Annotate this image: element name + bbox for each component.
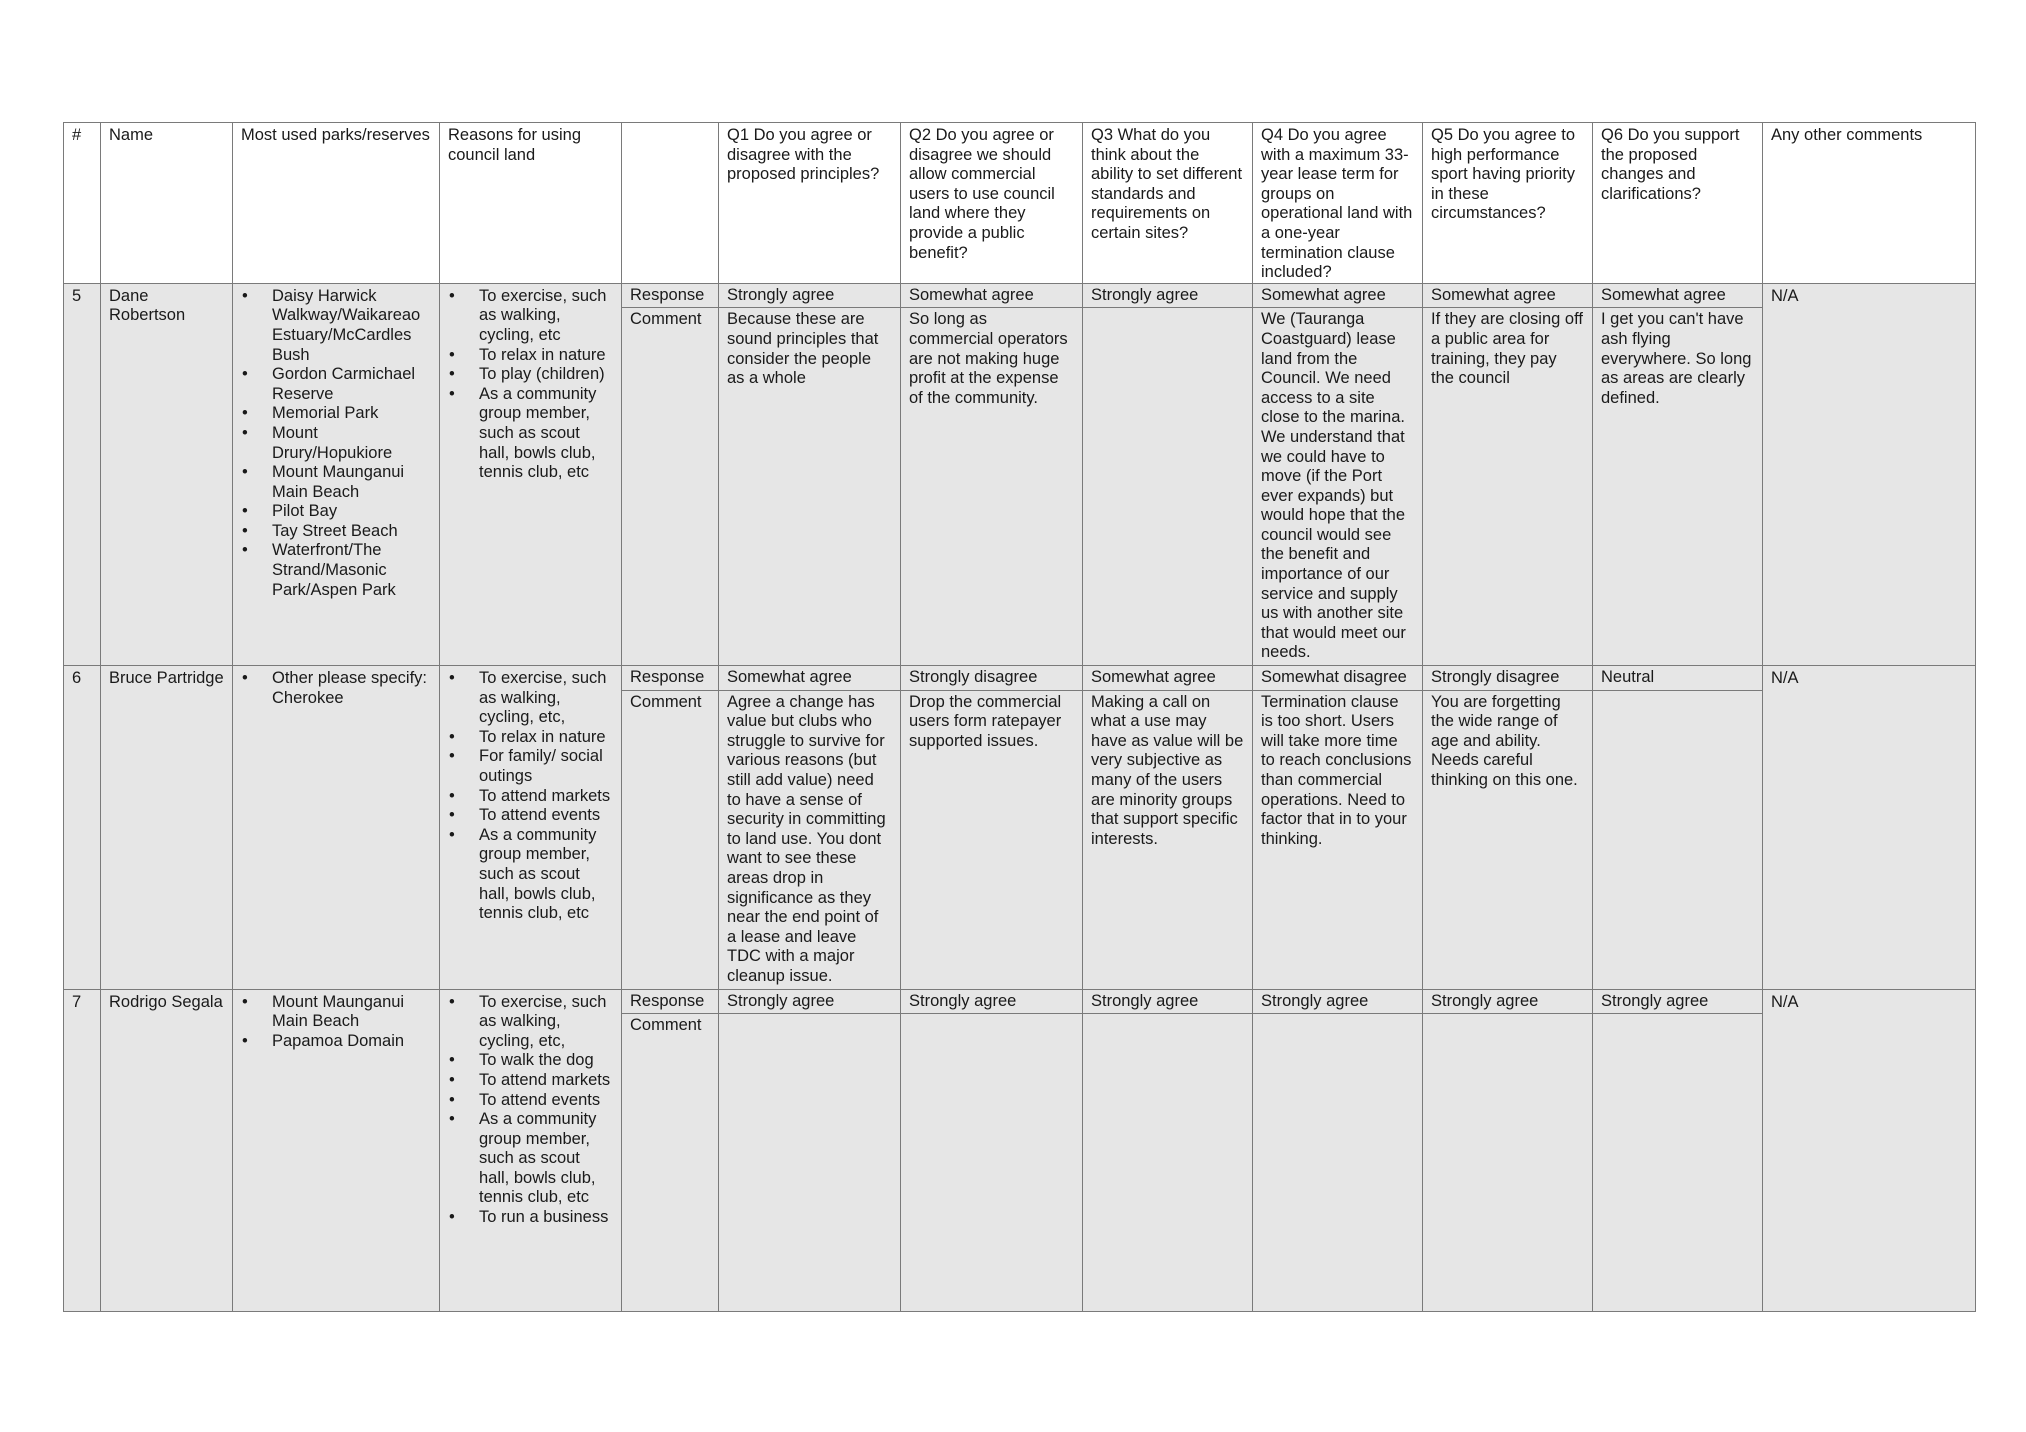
- header-q5: Q5 Do you agree to high performance sport having priority in these circumstances?: [1423, 123, 1593, 284]
- header-q4: Q4 Do you agree with a maximum 33-year lease term for groups on operational land with a one-year termination clause included?: [1253, 123, 1423, 284]
- list-item: • Daisy Harwick Walkway/Waikareao Estuary/McCardles Bush: [272, 287, 431, 365]
- q5-comment: If they are closing off a public area for training, they pay the council: [1423, 308, 1593, 666]
- list-item: • Mount Drury/Hopukiore: [272, 424, 431, 463]
- reasons-list: [448, 993, 613, 1228]
- q5-response: Strongly agree: [1423, 989, 1593, 1014]
- reasons-list: [448, 669, 613, 924]
- list-item: • Mount Maunganui Main Beach: [272, 993, 431, 1032]
- list-item: • To exercise, such as walking, cycling, etc,: [479, 993, 613, 1052]
- list-item: • To walk the dog: [479, 1051, 613, 1071]
- list-item: • To play (children): [479, 365, 613, 385]
- header-other-comments: Any other comments: [1763, 123, 1976, 284]
- table-header-row: [64, 123, 1976, 284]
- comment-label: Comment: [622, 690, 719, 989]
- header-reasons: Reasons for using council land: [440, 123, 622, 284]
- comment-label: Comment: [622, 1014, 719, 1312]
- q4-response: Strongly agree: [1253, 989, 1423, 1014]
- header-number: #: [64, 123, 101, 284]
- parks-list: [241, 669, 431, 708]
- q3-comment: [1083, 1014, 1253, 1312]
- list-item: • Waterfront/The Strand/Masonic Park/Aspen Park: [272, 541, 431, 600]
- q1-response: Strongly agree: [719, 989, 901, 1014]
- submission-row-response: [64, 666, 1976, 691]
- q5-response: Strongly disagree: [1423, 666, 1593, 691]
- q2-comment: [901, 1014, 1083, 1312]
- q5-comment: [1423, 1014, 1593, 1312]
- reasons-cell: [440, 666, 622, 990]
- q5-comment: You are forgetting the wide range of age and ability. Needs careful thinking on this one.: [1423, 690, 1593, 989]
- submission-number: 5: [64, 283, 101, 665]
- q2-response: Strongly agree: [901, 989, 1083, 1014]
- header-q2: Q2 Do you agree or disagree we should allow commercial users to use council land where they provide a public benefit?: [901, 123, 1083, 284]
- list-item: • As a community group member, such as scout hall, bowls club, tennis club, etc: [479, 826, 613, 924]
- list-item: • Pilot Bay: [272, 502, 431, 522]
- submission-number: 7: [64, 989, 101, 1312]
- list-item: • Memorial Park: [272, 404, 431, 424]
- list-item: • To relax in nature: [479, 346, 613, 366]
- q4-comment: Termination clause is too short. Users will take more time to reach conclusions than commercial operations. Need to factor that in to your thinking.: [1253, 690, 1423, 989]
- list-item: • To relax in nature: [479, 728, 613, 748]
- q6-response: Neutral: [1593, 666, 1763, 691]
- list-item: • Other please specify: Cherokee: [272, 669, 431, 708]
- header-rowtype: [622, 123, 719, 284]
- q3-response: Strongly agree: [1083, 989, 1253, 1014]
- list-item: • Gordon Carmichael Reserve: [272, 365, 431, 404]
- submitter-name: Bruce Partridge: [101, 666, 233, 990]
- submissions-table: [63, 122, 1976, 1312]
- list-item: • As a community group member, such as scout hall, bowls club, tennis club, etc: [479, 385, 613, 483]
- reasons-cell: [440, 283, 622, 665]
- comment-label: Comment: [622, 308, 719, 666]
- q6-comment: I get you can't have ash flying everywhere. So long as areas are clearly defined.: [1593, 308, 1763, 666]
- list-item: • Mount Maunganui Main Beach: [272, 463, 431, 502]
- list-item: • For family/ social outings: [479, 747, 613, 786]
- submission-number: 6: [64, 666, 101, 990]
- parks-list: [241, 993, 431, 1052]
- response-label: Response: [622, 283, 719, 308]
- q1-comment: [719, 1014, 901, 1312]
- submitter-name: Rodrigo Segala: [101, 989, 233, 1312]
- submitter-name: Dane Robertson: [101, 283, 233, 665]
- q4-comment: We (Tauranga Coastguard) lease land from the Council. We need access to a site close to the marina. We understand that we could have to move (if the Port ever expands) but would hope that the council would see the benefit and importance of our service and supply us with another site that would meet our needs.: [1253, 308, 1423, 666]
- q4-response: Somewhat disagree: [1253, 666, 1423, 691]
- reasons-cell: [440, 989, 622, 1312]
- q3-response: Strongly agree: [1083, 283, 1253, 308]
- header-q3: Q3 What do you think about the ability to set different standards and requirements on certain sites?: [1083, 123, 1253, 284]
- header-q6: Q6 Do you support the proposed changes and clarifications?: [1593, 123, 1763, 284]
- list-item: • To attend markets: [479, 787, 613, 807]
- other-comments: N/A: [1763, 989, 1976, 1312]
- other-comments: N/A: [1763, 283, 1976, 665]
- q3-response: Somewhat agree: [1083, 666, 1253, 691]
- list-item: • Tay Street Beach: [272, 522, 431, 542]
- list-item: • To exercise, such as walking, cycling, etc: [479, 287, 613, 346]
- response-label: Response: [622, 666, 719, 691]
- q6-response: Strongly agree: [1593, 989, 1763, 1014]
- q1-comment: Agree a change has value but clubs who struggle to survive for various reasons (but still add value) need to have a sense of security in committing to land use. You dont want to see these areas drop in significance as they near the end point of a lease and leave TDC with a major cleanup issue.: [719, 690, 901, 989]
- list-item: • To attend events: [479, 806, 613, 826]
- q1-response: Strongly agree: [719, 283, 901, 308]
- q6-comment: [1593, 1014, 1763, 1312]
- response-label: Response: [622, 989, 719, 1014]
- parks-list: [241, 287, 431, 601]
- list-item: • To exercise, such as walking, cycling, etc,: [479, 669, 613, 728]
- q2-comment: So long as commercial operators are not making huge profit at the expense of the community.: [901, 308, 1083, 666]
- header-name: Name: [101, 123, 233, 284]
- q3-comment: Making a call on what a use may have as value will be very subjective as many of the users are minority groups that support specific interests.: [1083, 690, 1253, 989]
- header-q1: Q1 Do you agree or disagree with the proposed principles?: [719, 123, 901, 284]
- list-item: • To attend markets: [479, 1071, 613, 1091]
- parks-cell: [233, 989, 440, 1312]
- q6-response: Somewhat agree: [1593, 283, 1763, 308]
- q5-response: Somewhat agree: [1423, 283, 1593, 308]
- q4-response: Somewhat agree: [1253, 283, 1423, 308]
- consultation-table-page: [63, 122, 1975, 1312]
- submission-row-response: [64, 989, 1976, 1014]
- list-item: • To attend events: [479, 1091, 613, 1111]
- header-parks: Most used parks/reserves: [233, 123, 440, 284]
- reasons-list: [448, 287, 613, 483]
- other-comments: N/A: [1763, 666, 1976, 990]
- list-item: • As a community group member, such as scout hall, bowls club, tennis club, etc: [479, 1110, 613, 1208]
- submission-row-response: [64, 283, 1976, 308]
- q4-comment: [1253, 1014, 1423, 1312]
- q2-response: Somewhat agree: [901, 283, 1083, 308]
- parks-cell: [233, 666, 440, 990]
- parks-cell: [233, 283, 440, 665]
- q1-response: Somewhat agree: [719, 666, 901, 691]
- q2-response: Strongly disagree: [901, 666, 1083, 691]
- list-item: • To run a business: [479, 1208, 613, 1228]
- list-item: • Papamoa Domain: [272, 1032, 431, 1052]
- q3-comment: [1083, 308, 1253, 666]
- q2-comment: Drop the commercial users form ratepayer supported issues.: [901, 690, 1083, 989]
- q1-comment: Because these are sound principles that consider the people as a whole: [719, 308, 901, 666]
- q6-comment: [1593, 690, 1763, 989]
